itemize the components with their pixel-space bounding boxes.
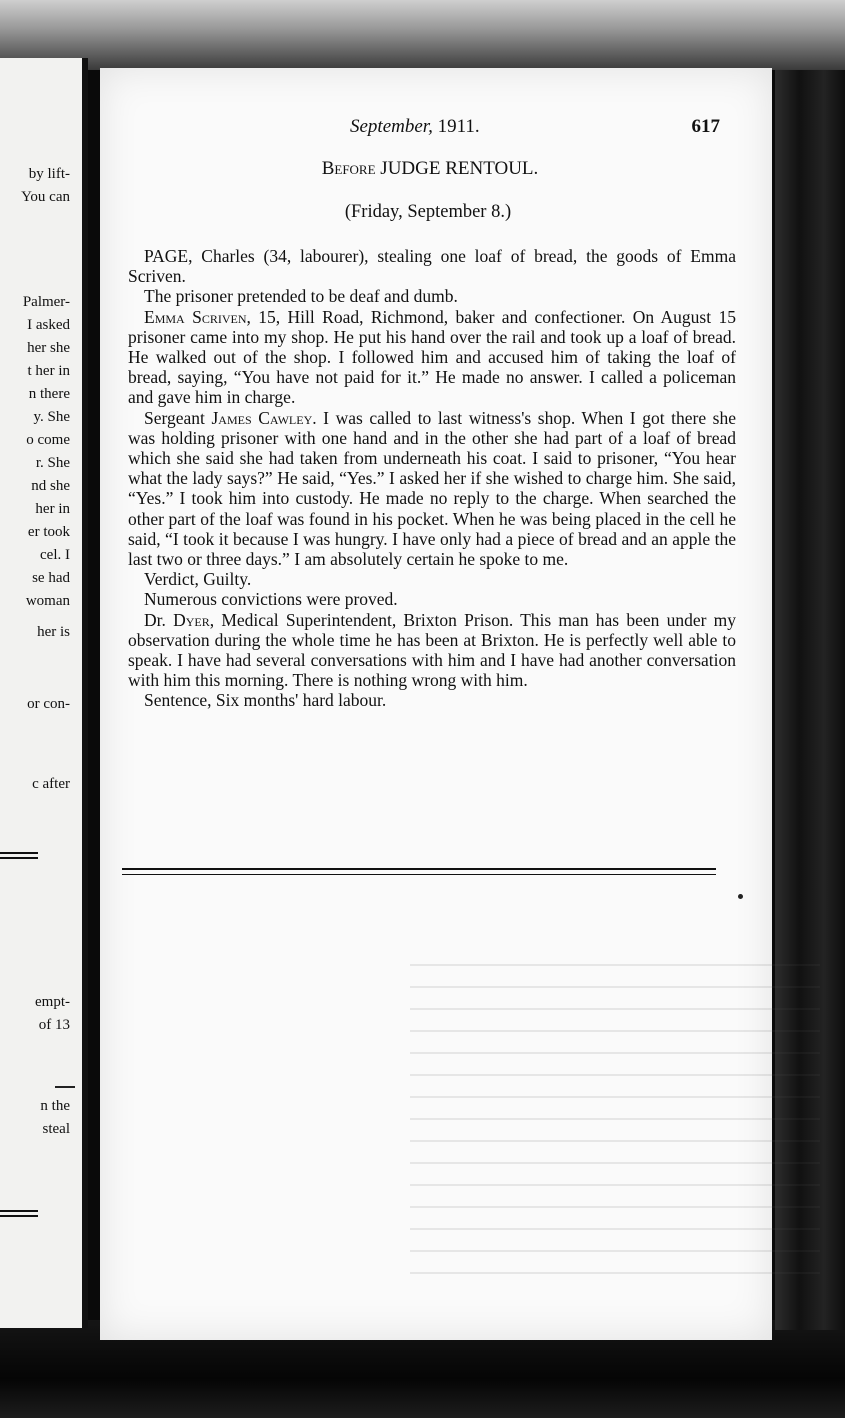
left-page-rule (0, 1210, 38, 1212)
left-page-fragment: y. She (33, 409, 70, 425)
left-page-fragment: r. She (35, 455, 70, 471)
running-head: September, 1911. (350, 116, 480, 137)
left-page-fragment: her she (27, 340, 70, 356)
left-page-fragment: by lift- (28, 166, 70, 182)
case-report (128, 246, 736, 711)
left-page-rule (0, 852, 38, 854)
end-rule-thick (122, 868, 716, 870)
left-page-fragment: t her in (27, 363, 70, 379)
witness-dyer-paragraph: Dr. Dyer, Medical Superintendent, Brixton Prison. This man has been under my observation during the whole time he has been at Brixton. He is perfectly well able to speak. I have had several conversations with him and I have had another conversation with him this morning. There is nothing wrong with him. (128, 609, 736, 691)
ink-speck (738, 894, 743, 899)
note-paragraph: The prisoner pretended to be deaf and dumb. (144, 286, 458, 307)
court-judge: JUDGE RENTOUL. (380, 158, 539, 179)
left-page-fragment: her is (37, 624, 70, 640)
witness-cawley-paragraph: Sergeant James Cawley. I was called to last witness's shop. When I got there she was holding prisoner with one hand and in the other she had part of a loaf of bread which she said she had taken from underneath his coat. I said to prisoner, “You hear what the lady says?” He said, “Yes.” I asked her if she wished to charge him. She said, “Yes.” I took him into custody. He made no reply to the charge. When searched the other part of the loaf was found in his pocket. When he was being placed in the cell he said, “I took it because I was hungry. I have only had a piece of bread and an apple the last two or three days.” I am absolutely certain he spoke to me. (128, 407, 736, 570)
left-page-fragment: er took (27, 524, 70, 540)
left-page-fragment: Palmer- (22, 294, 70, 310)
left-page-fragment: woman (25, 593, 70, 609)
witness-scriven-paragraph: Emma Scriven, 15, Hill Road, Richmond, baker and confectioner. On August 15 prisoner came into my shop. He put his hand over the rail and took up a loaf of bread. He walked out of the shop. I followed him and accused him of taking the loaf of bread, saying, “You have not paid for it.” He made no answer. I called a policeman and gave him in charge. (128, 306, 736, 408)
left-page-fragment: I asked (27, 317, 70, 333)
left-page-fragment: n there (28, 386, 70, 402)
left-page-fragment: or con- (27, 696, 70, 712)
sentence-paragraph: Sentence, Six months' hard labour. (144, 690, 387, 711)
scanner-top-edge (0, 0, 845, 70)
left-page-fragment: of 13 (38, 1017, 70, 1033)
show-through-text (410, 948, 820, 1288)
convictions-paragraph: Numerous convictions were proved. (144, 589, 398, 610)
left-page-short-rule (55, 1086, 75, 1088)
left-page-fragment: nd she (31, 478, 70, 494)
court-heading (300, 158, 560, 180)
left-facing-page (0, 58, 88, 1328)
left-page-rule (0, 857, 38, 859)
left-page-fragment: n the (40, 1098, 70, 1114)
running-header (350, 116, 720, 146)
left-page-fragment: o come (26, 432, 70, 448)
end-rule-thin (122, 874, 716, 875)
left-page-fragment: c after (32, 776, 70, 792)
left-page-fragment: cel. I (40, 547, 70, 563)
witness-name: James Cawley (211, 407, 313, 428)
left-page-fragment: empt- (35, 994, 70, 1010)
left-page-rule (0, 1215, 38, 1217)
left-page-fragment: her in (35, 501, 70, 517)
court-before: Before (321, 158, 376, 179)
sitting-date: (Friday, September 8.) (344, 202, 512, 222)
page-number: 617 (691, 116, 720, 137)
left-page-fragment: se had (32, 570, 70, 586)
left-page-fragment: You can (21, 189, 70, 205)
witness-name: Emma Scriven (144, 306, 247, 327)
witness-name: Dyer (173, 609, 210, 630)
left-page-fragment: steal (42, 1121, 70, 1137)
verdict-paragraph: Verdict, Guilty. (144, 569, 252, 590)
indictment-paragraph: PAGE, Charles (34, labourer), stealing one loaf of bread, the goods of Emma Scriven. (128, 246, 736, 287)
